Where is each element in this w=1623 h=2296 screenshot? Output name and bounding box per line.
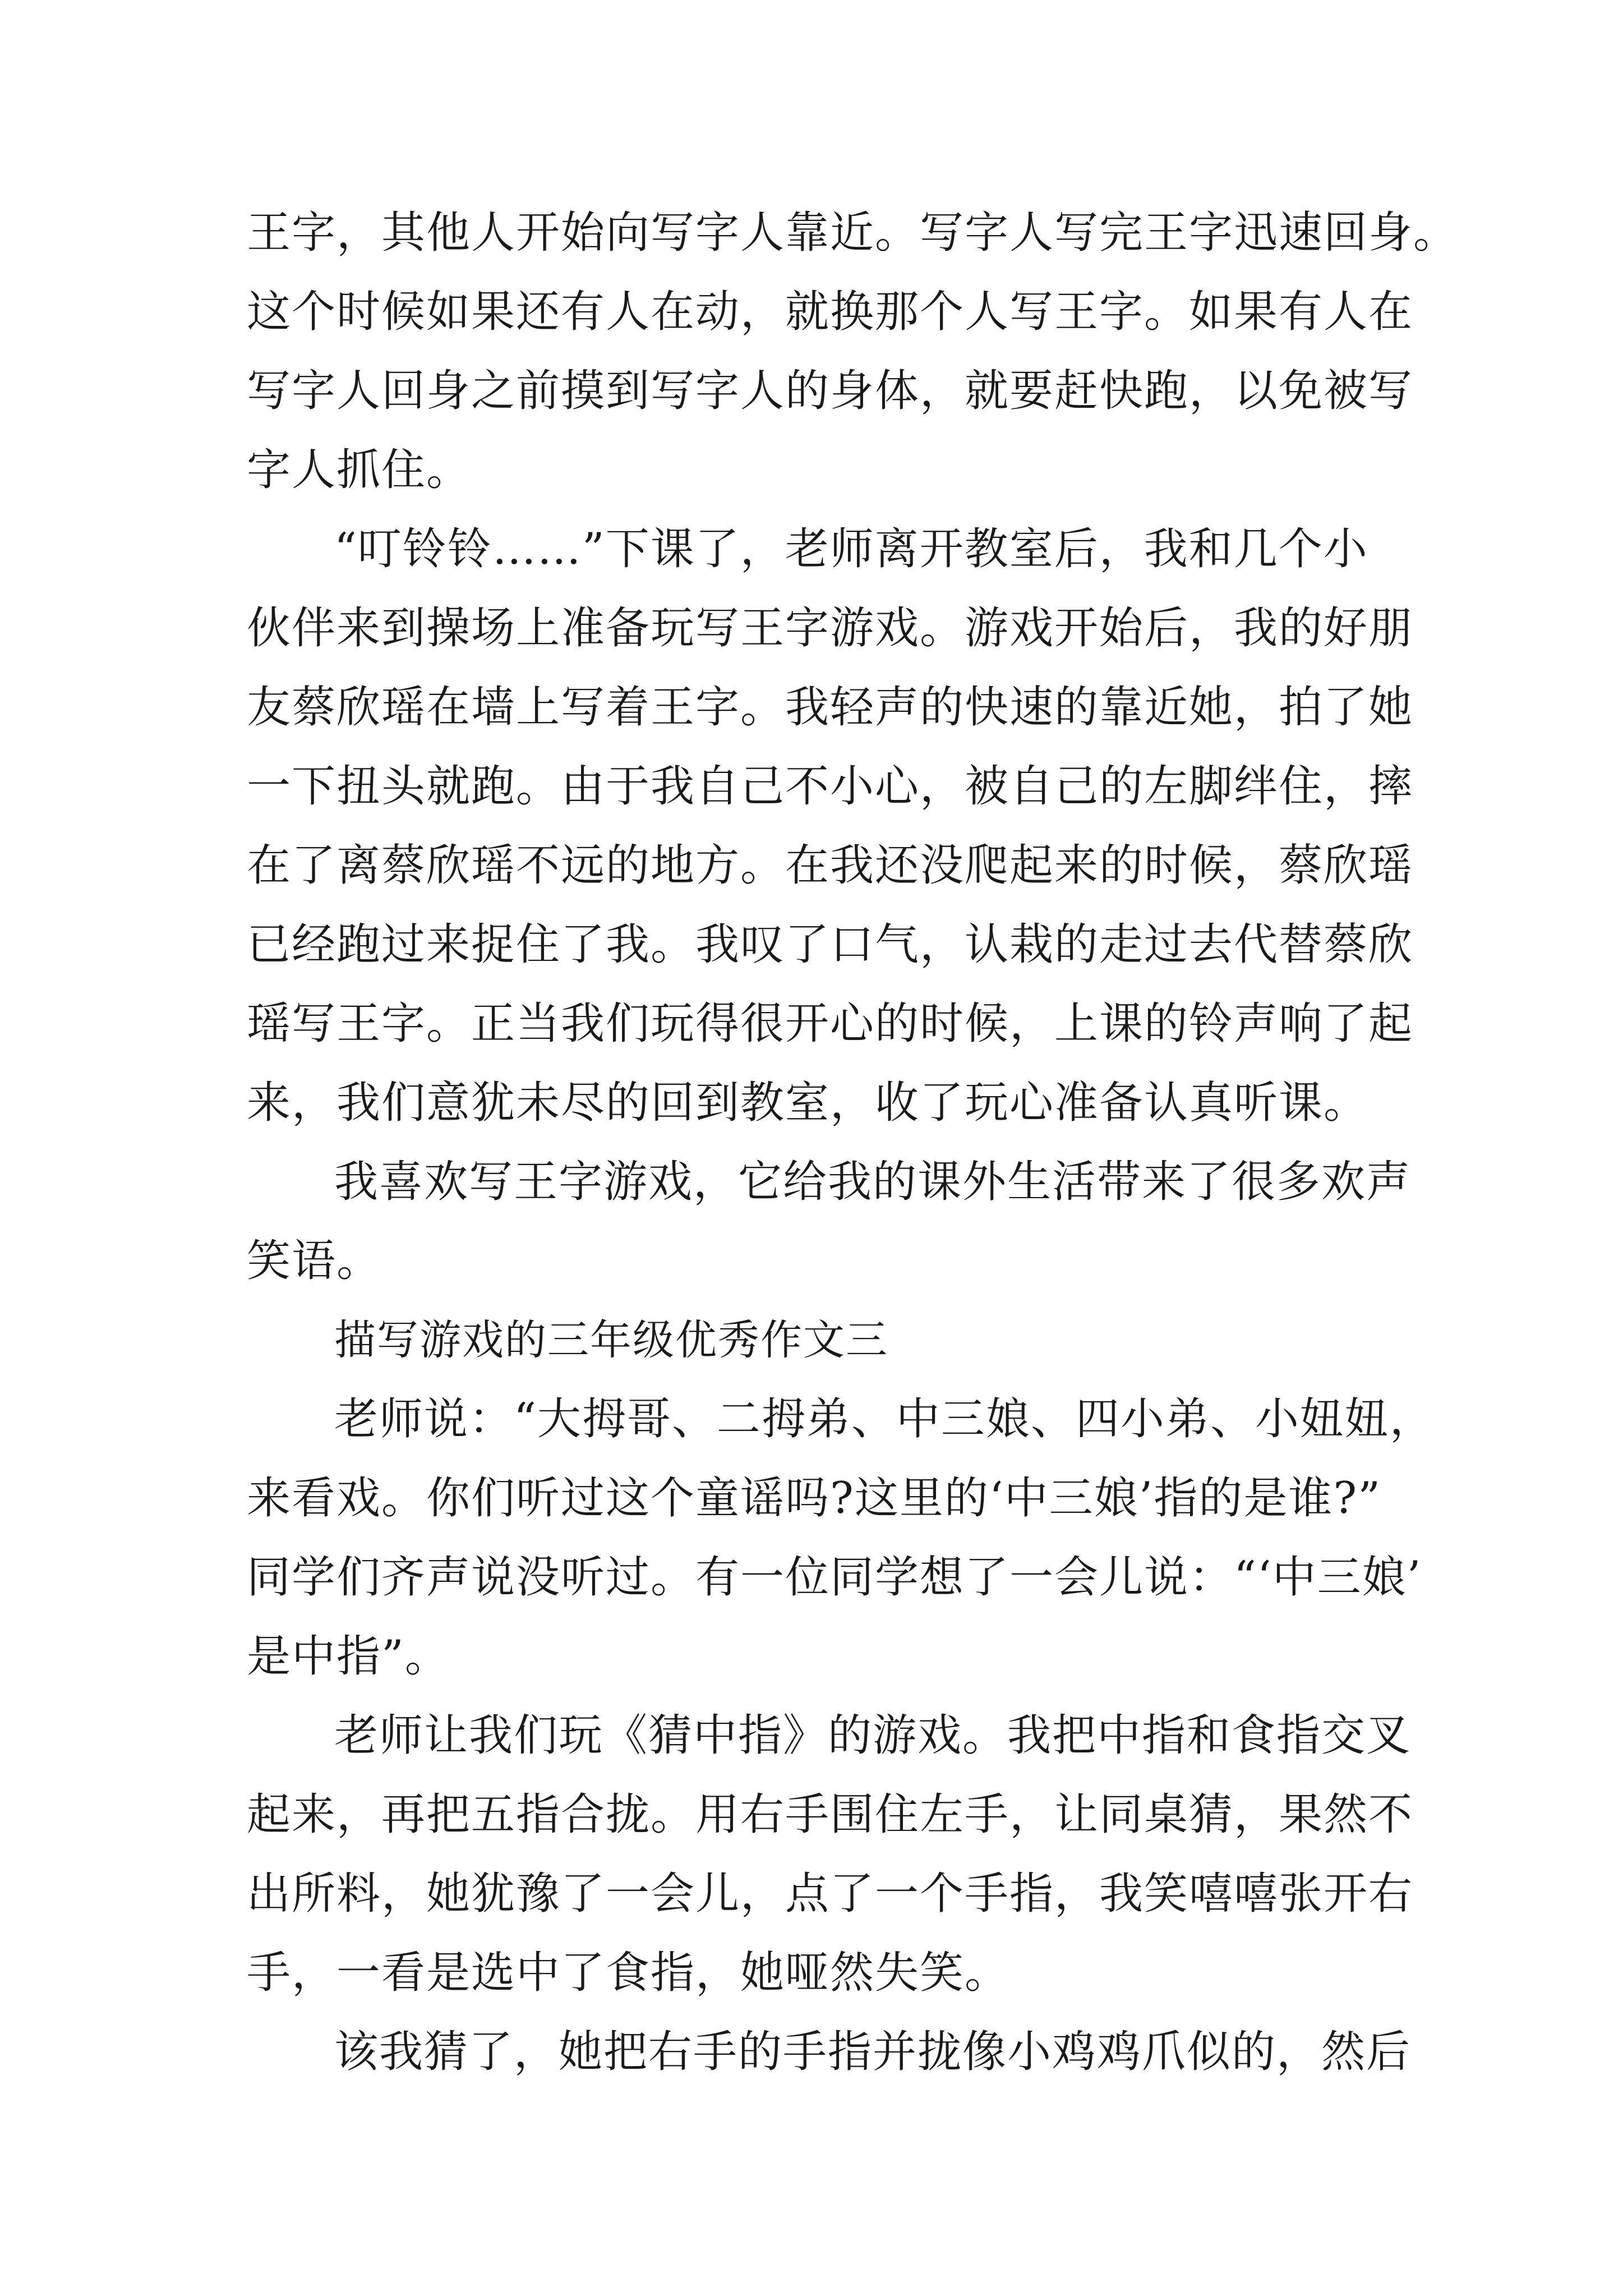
text-line: 起来，再把五指合拢。用右手围住左手，让同桌猜，果然不: [247, 1789, 1414, 1840]
paragraph-2: [247, 510, 1436, 1143]
paragraph-3: [247, 1143, 1436, 1301]
heading-text: 描写游戏的三年级优秀作文三: [334, 1316, 888, 1364]
text-line: 老师让我们玩《猜中指》的游戏。我把中指和食指交叉: [334, 1710, 1412, 1761]
text-line: 瑶写王字。正当我们玩得很开心的时候，上课的铃声响了起: [247, 999, 1414, 1049]
text-line: 写字人回身之前摸到写字人的身体，就要赶快跑，以免被写: [247, 366, 1414, 416]
text-line: 老师说：“大拇哥、二拇弟、中三娘、四小弟、小妞妞，: [334, 1394, 1435, 1444]
text-line: 我喜欢写王字游戏，它给我的课外生活带来了很多欢声: [334, 1157, 1412, 1207]
text-line: 在了离蔡欣瑶不远的地方。在我还没爬起来的时候，蔡欣瑶: [247, 840, 1414, 891]
paragraph-7: [247, 2013, 1436, 2092]
text-line: 笑语。: [247, 1236, 382, 1286]
text-line: 来，我们意犹未尽的回到教室，收了玩心准备认真听课。: [247, 1078, 1369, 1128]
paragraph-6: [247, 1696, 1436, 2013]
text-line: 友蔡欣瑶在墙上写着王字。我轻声的快速的靠近她，拍了她: [247, 682, 1414, 733]
text-line: 出所料，她犹豫了一会儿，点了一个手指，我笑嘻嘻张开右: [247, 1869, 1414, 1919]
text-line: 这个时候如果还有人在动，就换那个人写王字。如果有人在: [247, 287, 1414, 337]
text-line: 一下扭头就跑。由于我自己不小心，被自己的左脚绊住，摔: [247, 761, 1414, 812]
text-line: 王字，其他人开始向写字人靠近。写字人写完王字迅速回身。: [247, 208, 1459, 258]
text-line: 该我猜了，她把右手的手指并拢像小鸡鸡爪似的，然后: [334, 2027, 1412, 2077]
text-line: 伙伴来到操场上准备玩写王字游戏。游戏开始后，我的好朋: [247, 603, 1414, 654]
text-line: “叮铃铃……”下课了，老师离开教室后，我和几个小: [334, 524, 1368, 574]
essay-body: [247, 194, 1459, 2092]
paragraph-1: [247, 194, 1459, 510]
text-line: 来看戏。你们听过这个童谣吗?这里的‘中三娘’指的是谁?”: [247, 1473, 1382, 1524]
text-line: 字人抓住。: [247, 445, 472, 495]
text-line: 手，一看是选中了食指，她哑然失笑。: [247, 1948, 1010, 1998]
text-line: 是中指”。: [247, 1631, 450, 1682]
section-heading: [247, 1301, 1436, 1380]
text-line: 同学们齐声说没听过。有一位同学想了一会儿说：“‘中三娘’: [247, 1552, 1422, 1603]
paragraph-5: [247, 1380, 1436, 1696]
text-line: 已经跑过来捉住了我。我叹了口气，认栽的走过去代替蔡欣: [247, 919, 1414, 970]
